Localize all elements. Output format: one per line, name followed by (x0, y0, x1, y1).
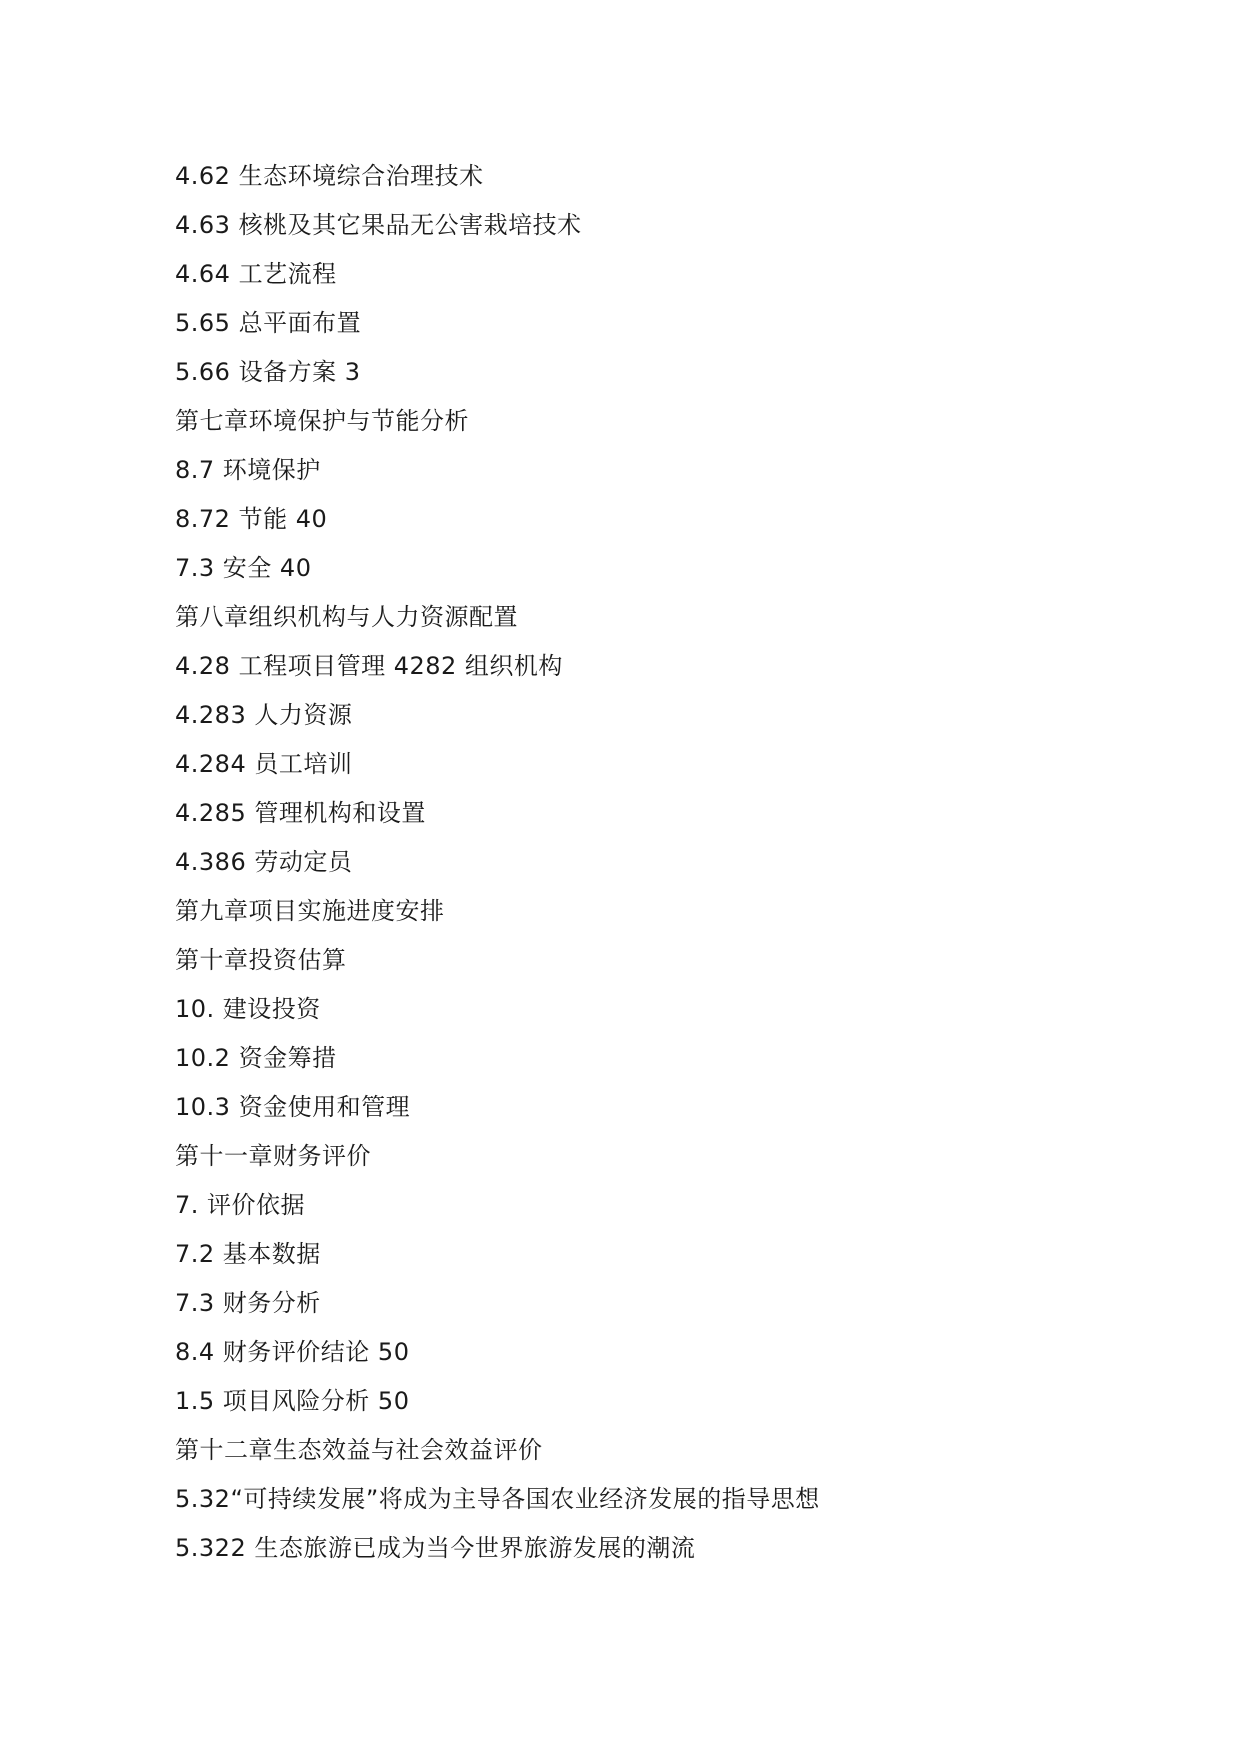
toc-line: 5.322 生态旅游已成为当今世界旅游发展的潮流 (175, 1534, 696, 1562)
table-of-contents (175, 152, 1175, 1573)
toc-line: 7. 评价依据 (175, 1191, 306, 1219)
toc-line: 4.64 工艺流程 (175, 260, 337, 288)
toc-line: 8.72 节能 40 (175, 505, 328, 533)
toc-line: 7.3 财务分析 (175, 1289, 321, 1317)
toc-line: 10. 建设投资 (175, 995, 321, 1023)
toc-line: 1.5 项目风险分析 50 (175, 1387, 410, 1415)
toc-line: 10.3 资金使用和管理 (175, 1093, 411, 1121)
toc-chapter-heading: 第七章环境保护与节能分析 (175, 407, 469, 435)
toc-line: 7.2 基本数据 (175, 1240, 321, 1268)
toc-line: 8.4 财务评价结论 50 (175, 1338, 410, 1366)
toc-chapter-heading: 第十二章生态效益与社会效益评价 (175, 1436, 543, 1464)
toc-line: 4.283 人力资源 (175, 701, 353, 729)
toc-line: 4.285 管理机构和设置 (175, 799, 426, 827)
toc-line: 4.28 工程项目管理 4282 组织机构 (175, 652, 563, 680)
toc-chapter-heading: 第八章组织机构与人力资源配置 (175, 603, 518, 631)
toc-line: 4.63 核桃及其它果品无公害栽培技术 (175, 211, 582, 239)
toc-chapter-heading: 第十一章财务评价 (175, 1142, 371, 1170)
toc-line: 4.284 员工培训 (175, 750, 353, 778)
toc-line: 7.3 安全 40 (175, 554, 312, 582)
toc-line: 10.2 资金筹措 (175, 1044, 337, 1072)
toc-line: 4.62 生态环境综合治理技术 (175, 162, 484, 190)
toc-line: 5.66 设备方案 3 (175, 358, 361, 386)
toc-line: 4.386 劳动定员 (175, 848, 353, 876)
toc-line: 5.65 总平面布置 (175, 309, 362, 337)
toc-chapter-heading: 第九章项目实施进度安排 (175, 897, 445, 925)
toc-chapter-heading: 第十章投资估算 (175, 946, 347, 974)
toc-line: 5.32“可持续发展”将成为主导各国农业经济发展的指导思想 (175, 1485, 820, 1513)
toc-line: 8.7 环境保护 (175, 456, 321, 484)
